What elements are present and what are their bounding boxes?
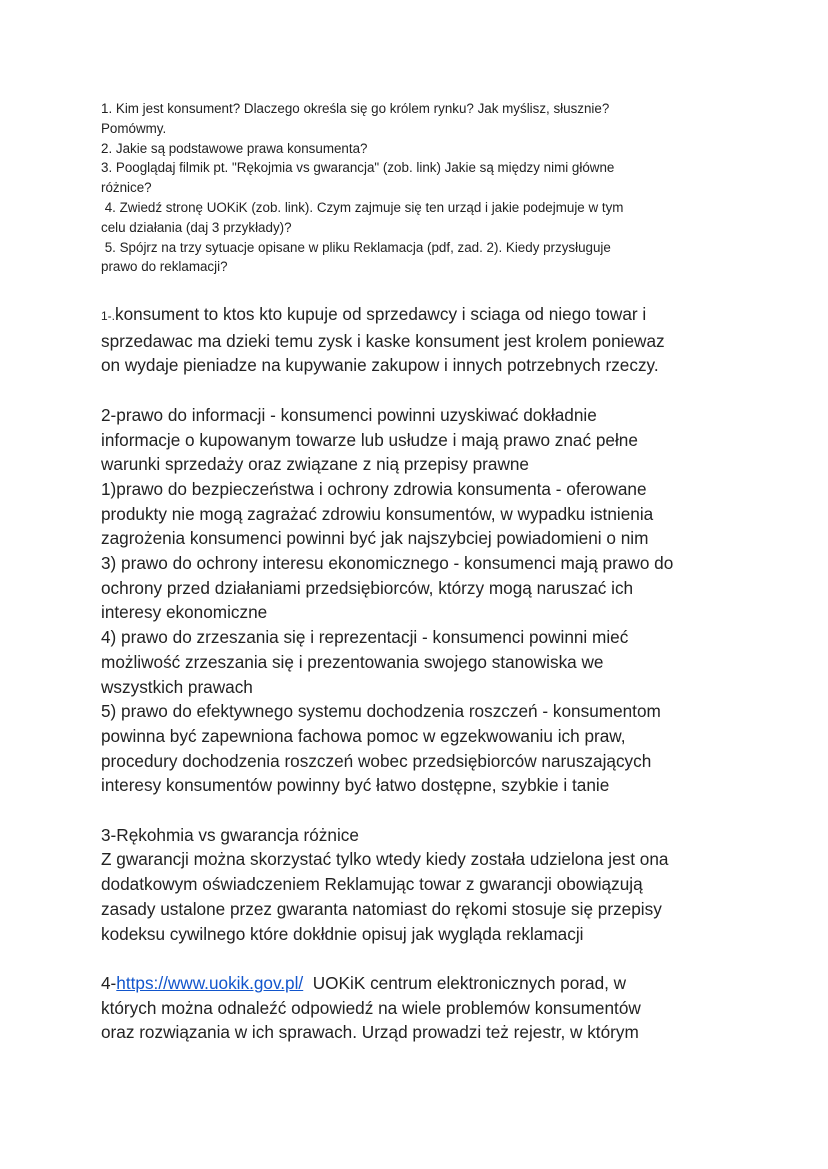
paragraph-gap [101, 378, 761, 403]
answer-2-line: zagrożenia konsumenci powinni być jak najszybciej powiadomieni o nim [101, 528, 649, 549]
answers-block [101, 302, 761, 1045]
answer-3-line: 3-Rękohmia vs gwarancja różnice [101, 824, 359, 845]
question-line: różnice? [101, 180, 152, 196]
answer-1-line: sprzedawac ma dzieki temu zysk i kaske konsument jest krolem poniewaz [101, 330, 665, 351]
answer-3-line: dodatkowym oświadczeniem Reklamując towar z gwarancji obowiązują [101, 874, 643, 895]
paragraph-gap [101, 946, 761, 971]
paragraph-gap [101, 798, 761, 823]
answer-1-line [101, 302, 761, 329]
question-line: 3. Pooglądaj filmik pt. "Rękojmia vs gwarancja" (zob. link) Jakie są między nimi główne [101, 160, 615, 176]
question-line: celu działania (daj 3 przykłady)? [101, 219, 292, 235]
answer-2-line: wszystkich prawach [101, 676, 253, 697]
answer-4-line: oraz rozwiązania w ich sprawach. Urząd prowadzi też rejestr, w którym [101, 1022, 639, 1043]
question-line: prawo do reklamacji? [101, 259, 228, 275]
answer-2-line: 2-prawo do informacji - konsumenci powinni uzyskiwać dokładnie [101, 404, 597, 425]
question-line: 4. Zwiedź stronę UOKiK (zob. link). Czym zajmuje się ten urząd i jakie podejmuje w tym [101, 199, 624, 215]
answer-2-line: procedury dochodzenia roszczeń wobec przedsiębiorców naruszających [101, 750, 652, 771]
answer-4-prefix: 4- [101, 972, 117, 993]
answer-3-line: kodeksu cywilnego które dokłdnie opisuj jak wygląda reklamacji [101, 923, 584, 944]
question-line: 1. Kim jest konsument? Dlaczego określa się go królem rynku? Jak myślisz, słusznie? [101, 101, 610, 116]
answer-3-line: zasady ustalone przez gwaranta natomiast do rękomi stosuje się przepisy [101, 898, 662, 919]
answer-3-line: Z gwarancji można skorzystać tylko wtedy kiedy została udzielona jest ona [101, 849, 669, 870]
answer-2-line: 4) prawo do zrzeszania się i reprezentacji - konsumenci powinni mieć [101, 627, 629, 648]
answer-2-line: interesy konsumentów powinny być łatwo dostępne, szybkie i tanie [101, 775, 610, 796]
answer-2-line: powinna być zapewniona fachowa pomoc w egzekwowaniu ich praw, [101, 725, 626, 746]
answer-2-line: możliwość zrzeszania się i prezentowania swojego stanowiska we [101, 651, 604, 672]
answer-1-text: konsument to ktos kto kupuje od sprzedawcy i sciaga od niego towar i [115, 304, 647, 324]
questions-block [101, 99, 751, 277]
question-line: Pomówmy. [101, 120, 167, 136]
answer-4-line: których można odnaleźć odpowiedź na wiele problemów konsumentów [101, 997, 641, 1018]
answer-1-line: on wydaje pieniadze na kupywanie zakupow i innych potrzebnych rzeczy. [101, 355, 659, 376]
question-line: 2. Jakie są podstawowe prawa konsumenta? [101, 140, 368, 156]
question-line: 5. Spójrz na trzy sytuacje opisane w pliku Reklamacja (pdf, zad. 2). Kiedy przysługuje [101, 239, 611, 255]
answer-2-line: 1)prawo do bezpieczeństwa i ochrony zdrowia konsumenta - oferowane [101, 478, 647, 499]
answer-2-line: informacje o kupowanym towarze lub usłudze i mają prawo znać pełne [101, 429, 638, 450]
answer-2-line: produkty nie mogą zagrażać zdrowiu konsumentów, w wypadku istnienia [101, 503, 654, 524]
answer-2-line: ochrony przed działaniami przedsiębiorców, którzy mogą naruszać ich [101, 577, 634, 598]
answer-2-line: warunki sprzedaży oraz związane z nią przepisy prawne [101, 454, 529, 475]
uokik-link[interactable]: https://www.uokik.gov.pl/ [116, 972, 304, 993]
answer-2-line: 5) prawo do efektywnego systemu dochodzenia roszczeń - konsumentom [101, 701, 661, 722]
answer-4-line [101, 971, 761, 996]
answer-2-line: 3) prawo do ochrony interesu ekonomicznego - konsumenci mają prawo do [101, 553, 674, 574]
answer-1-prefix: 1-. [101, 309, 116, 323]
answer-2-line: interesy ekonomiczne [101, 602, 268, 623]
answer-4-text: UOKiK centrum elektronicznych porad, w [303, 972, 627, 993]
